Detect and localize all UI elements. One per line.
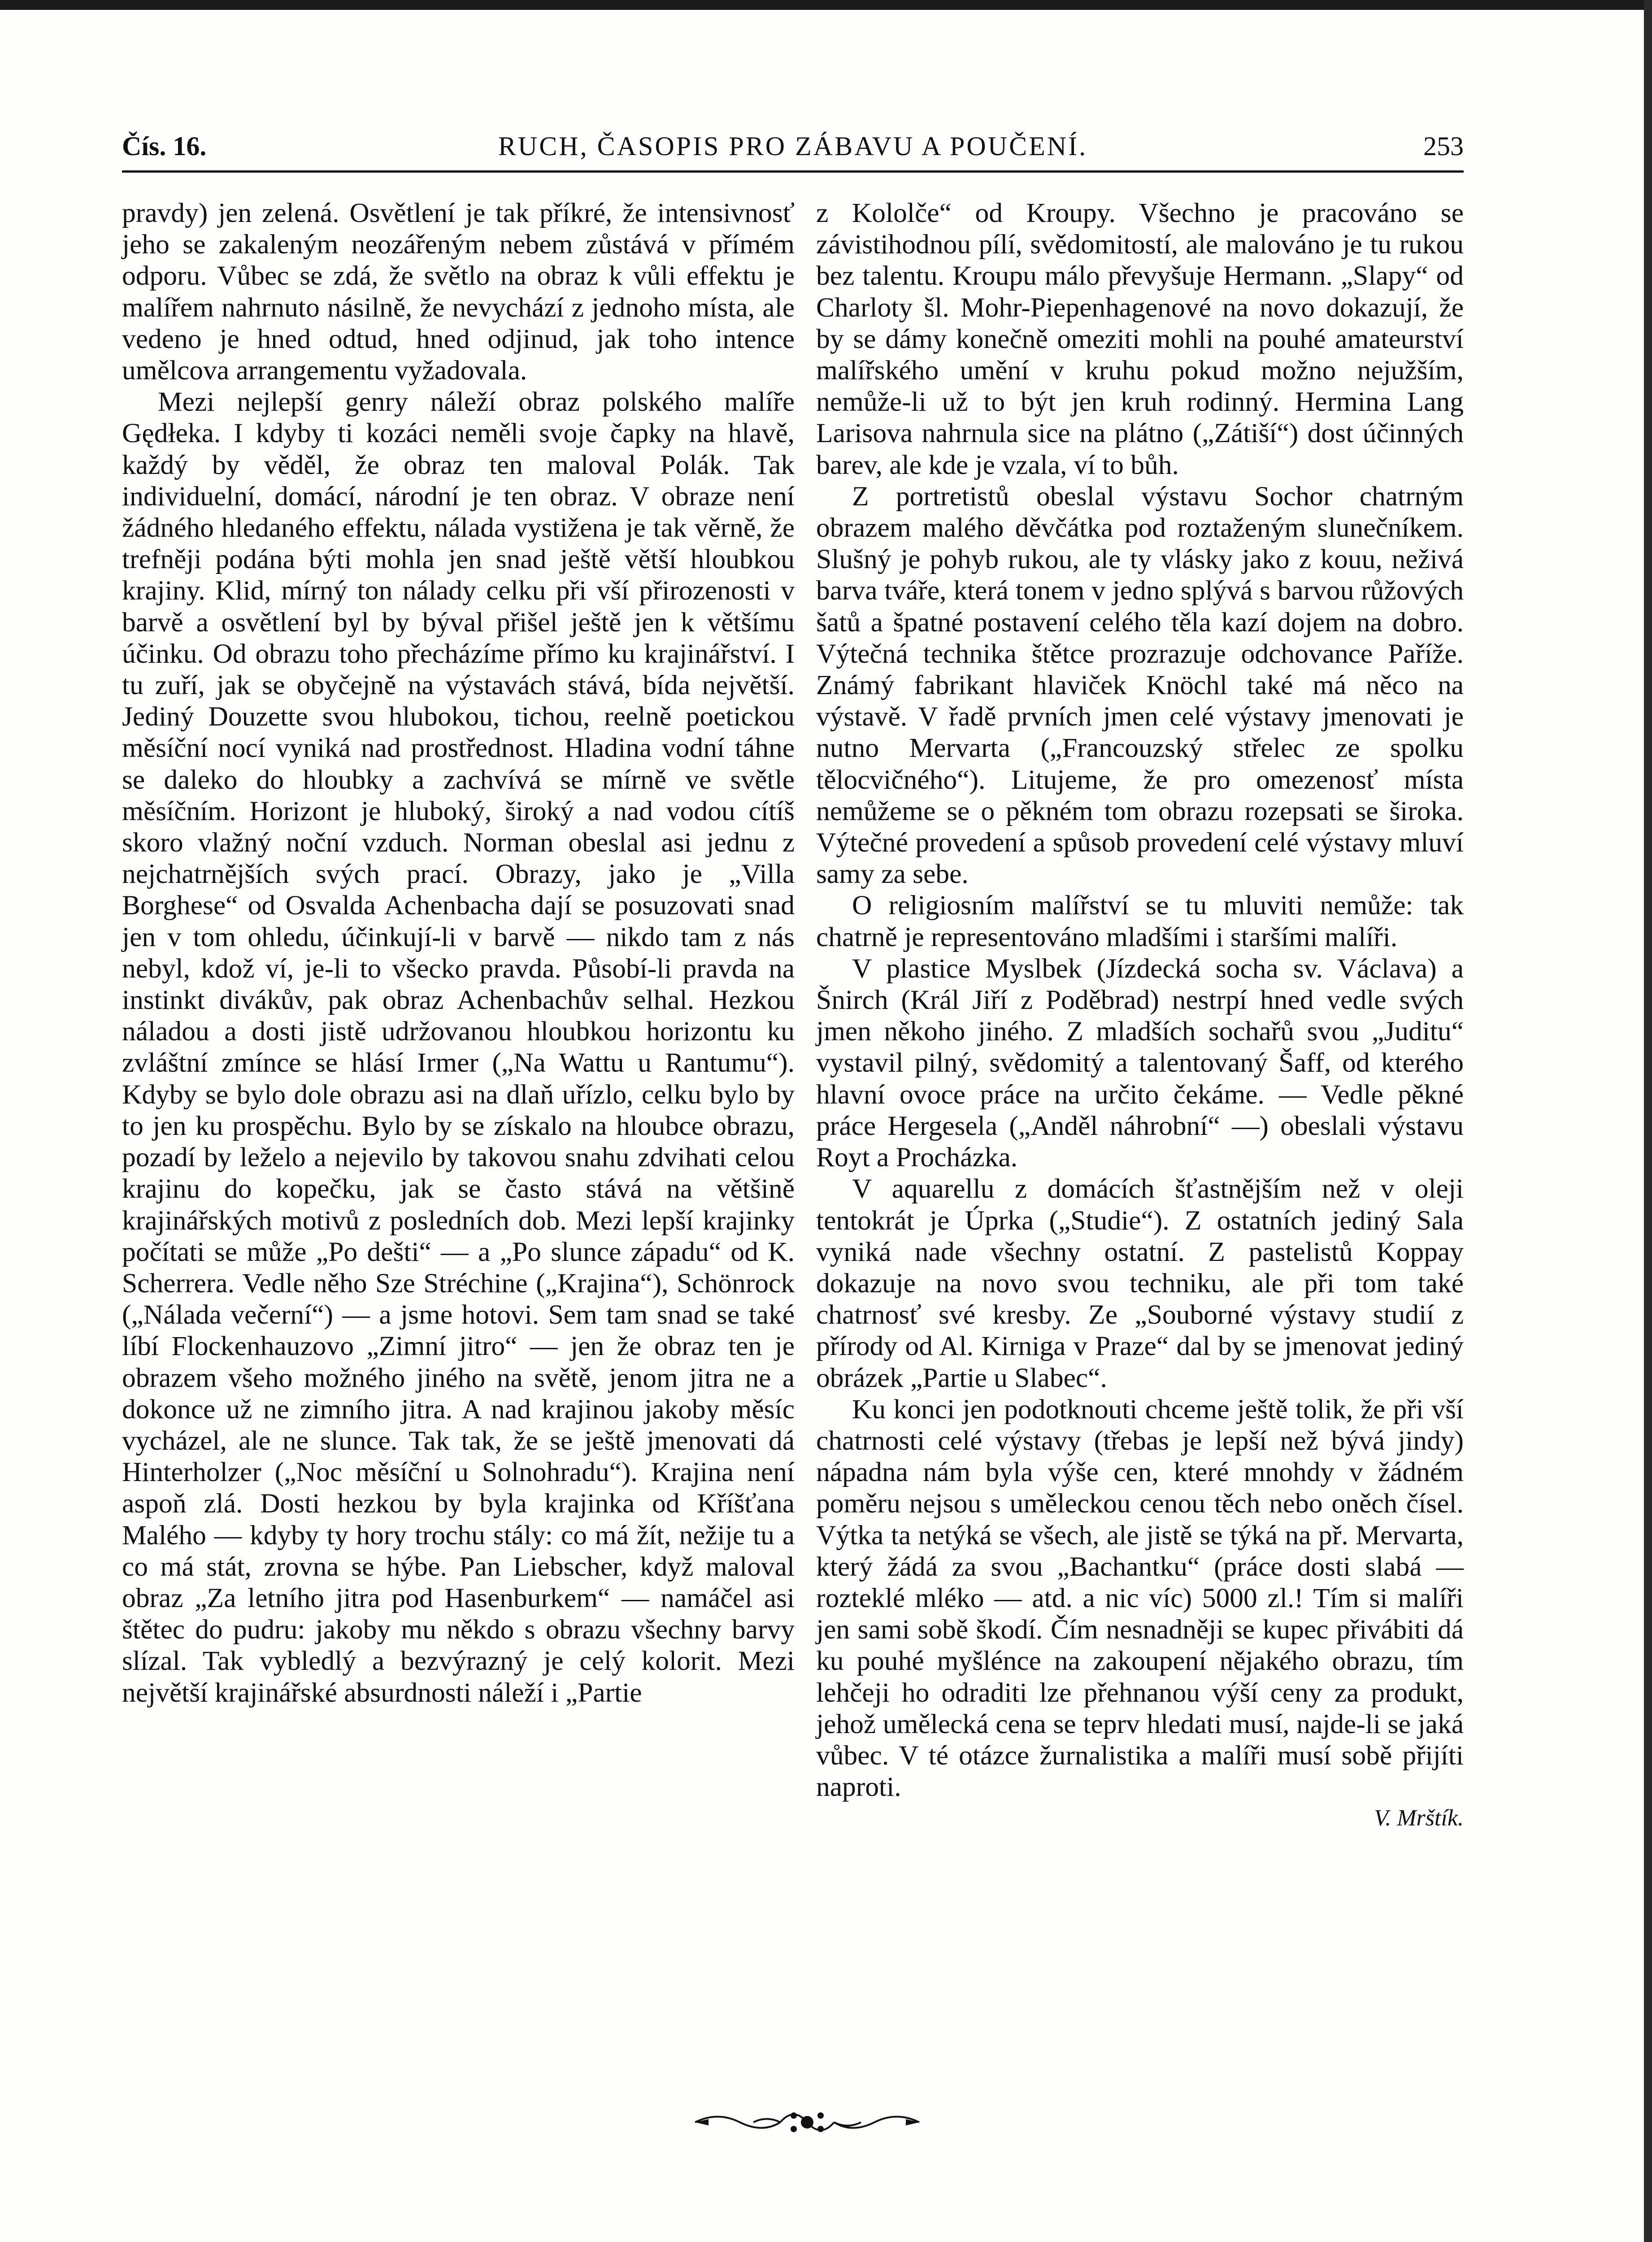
paragraph: V plastice Myslbek (Jízdecká socha sv. Václava) a Šnirch (Král Jiří z Poděbrad) nestrpí hned vedle svých jmen někoho jiného. Z mladších sochařů svou „Juditu“ vystavil pilný, svědomitý a talentovaný Šaff, od kterého hlavní ovoce práce na určito čekáme. — Vedle pěkné práce Hergesela („Anděl náhrobní“ —) obeslali výstavu Royt a Procházka.	[816, 953, 1464, 1173]
issue-number: Čís. 16.	[122, 131, 207, 161]
paragraph: Ku konci jen podotknouti chceme ještě tolik, že při vší chatrnosti celé výstavy (třebas je lepší než bývá jindy) nápadna nám byla výše cen, které mnohdy v žádném poměru nejsou s uměleckou cenou těch nebo oněch čísel. Výtka ta netýká se všech, ale jistě se týká na př. Mervarta, který žádá za svou „Bachantku“ (práce dosti slabá — rozteklé mléko — atd. a nic víc) 5000 zl.! Tím si malíři jen sami sobě škodí. Čím nesnadněji se kupec přivábiti dá ku pouhé myšlénce na zakoupení nějakého obrazu, tím lehčeji ho odraditi lze přehnanou výší ceny za produkt, jehož umělecká cena se teprv hledati musí, najde-li se jaká vůbec. V té otázce žurnalistika a malíři musí sobě přijíti naproti.	[816, 1394, 1464, 1803]
page-header	[122, 121, 1464, 173]
paragraph: pravdy) jen zelená. Osvětlení je tak příkré, že intensivnosť jeho se zakaleným neozářeným nebem zůstává v přímém odporu. Vůbec se zdá, že světlo na obraz k vůli effektu je malířem nahrnuto násilně, že nevychází z jednoho místa, ale vedeno je hned odtud, hned odjinud, jak toho intence umělcova arrangementu vyžadovala.	[122, 198, 795, 386]
paragraph: V aquarellu z domácích šťastnějším než v oleji tentokrát je Úprka („Studie“). Z ostatních jediný Sala vyniká nade všechny ostatní. Z pastelistů Koppay dokazuje na novo svou techniku, ale při tom také chatrnosť své kresby. Ze „Souborné výstavy studií z přírody od Al. Kirniga v Praze“ dal by se jmenovat jediný obrázek „Partie u Slabec“.	[816, 1173, 1464, 1393]
page-number: 253	[1423, 131, 1464, 161]
scan-border-right	[1644, 0, 1652, 2242]
author-signature: V. Mrštík.	[1374, 1805, 1464, 1831]
right-column	[816, 197, 1464, 1834]
periodical-title: RUCH, ČASOPIS PRO ZÁBAVU A POUČENÍ.	[498, 131, 1088, 161]
paragraph: Mezi nejlepší genry náleží obraz polského malíře Gędłeka. I kdyby ti kozáci neměli svoje čapky na hlavě, každý by věděl, že obraz ten maloval Polák. Tak individuelní, domácí, národní je ten obraz. V obraze není žádného hledaného effektu, nálada vystižena je tak věrně, že trefněji podána býti mohla jen snad ještě větší hloubkou krajiny. Klid, mírný ton nálady celku při vší přirozenosti v barvě a osvětlení byl by býval přišel ještě jen k většímu účinku. Od obrazu toho přecházíme přímo ku krajinářství. I tu zuří, jak se obyčejně na výstavách stává, bída největší. Jediný Douzette svou hlubokou, tichou, reelně poetickou měsíční nocí vyniká nad prostřednost. Hladina vodní táhne se daleko do hloubky a zachvívá se mírně ve světle měsíčním. Horizont je hluboký, široký a nad vodou cítíš skoro vlažný noční vzduch. Norman obeslal asi jednu z nejchatrnějších svých prací. Obrazy, jako je „Villa Borghese“ od Osvalda Achenbacha dají se posuzovati snad jen v tom ohledu, účinkují-li v barvě — nikdo tam z nás nebyl, kdož ví, je-li to všecko pravda. Působí-li pravda na instinkt divákův, pak obraz Achenbachův selhal. Hezkou náladou a dosti jistě udržovanou hloubkou horizontu ku zvláštní zmínce se hlásí Irmer („Na Wattu u Rantumu“). Kdyby se bylo dole obrazu asi na dlaň uřízlo, celku bylo by to jen ku prospěchu. Bylo by se získalo na hloubce obrazu, pozadí by leželo a nejevilo by takovou snahu zdvihati celou krajinu do kopečku, jak se často stává na většině krajinářských motivů z posledních dob. Mezi lepší krajinky počítati se může „Po dešti“ — a „Po slunce západu“ od K. Scherrera. Vedle něho Sze Stréchine („Krajina“), Schönrock („Nálada večerní“) — a jsme hotovi. Sem tam snad se také líbí Flockenhauzovo „Zimní jitro“ — jen že obraz ten je obrazem všeho možného jiného na světě, jenom jitra ne a dokonce už ne zimního jitra. A nad krajinou jakoby měsíc vycházel, ale ne slunce. Tak tak, že se ještě jmenovati dá Hinterholzer („Noc měsíční u Solnohradu“). Krajina není aspoň zlá. Dosti hezkou by byla krajinka od Kříšťana Malého — kdyby ty hory trochu stály: co má žít, nežije tu a co má stát, zrovna se hýbe. Pan Liebscher, když maloval obraz „Za letního jitra pod Hasenburkem“ — namáčel asi štětec do pudru: jakoby mu někdo s obrazu všechny barvy slízal. Tak vybledlý a bezvýrazný je celý kolorit. Mezi největší krajinářské absurdnosti náleží i „Partie	[122, 387, 795, 1708]
paragraph: O religiosním malířství se tu mluviti nemůže: tak chatrně je representováno mladšími i staršími malíři.	[816, 890, 1464, 952]
paragraph: z Kololče“ od Kroupy. Všechno je pracováno se závistihodnou pílí, svědomitostí, ale malováno je tu rukou bez talentu. Kroupu málo převyšuje Hermann. „Slapy“ od Charloty šl. Mohr-Piepenhagenové na novo dokazují, že by se dámy konečně omeziti mohli na pouhé amateurství malířského umění v kruhu pokud možno nejužším, nemůže-li už to být jen kruh rodinný. Hermina Lang Larisova nahrnula sice na plátno („Zátiší“) dost účinných barev, ale kde je vzala, ví to bůh.	[816, 198, 1464, 480]
scan-border-top	[0, 0, 1652, 10]
left-column	[122, 197, 795, 1708]
ornament-divider-icon	[691, 2102, 924, 2142]
paragraph: Z portretistů obeslal výstavu Sochor chatrným obrazem malého děvčátka pod roztaženým slunečníkem. Slušný je pohyb rukou, ale ty vlásky jako z kouu, neživá barva tváře, která tonem v jedno splývá s barvou růžových šatů a špatné postavení celého těla kazí dojem na dobro. Výtečná technika štětce prozrazuje odchovance Paříže. Známý fabrikant hlaviček Knöchl také má něco na výstavě. V řadě prvních jmen celé výstavy jmenovati je nutno Mervarta („Francouzský střelec ze spolku tělocvičného“). Litujeme, že pro omezenosť místa nemůžeme se o pěkném tom obrazu rozepsati se široka. Výtečné provedení a spůsob provedení celé výstavy mluví samy za sebe.	[816, 481, 1464, 890]
